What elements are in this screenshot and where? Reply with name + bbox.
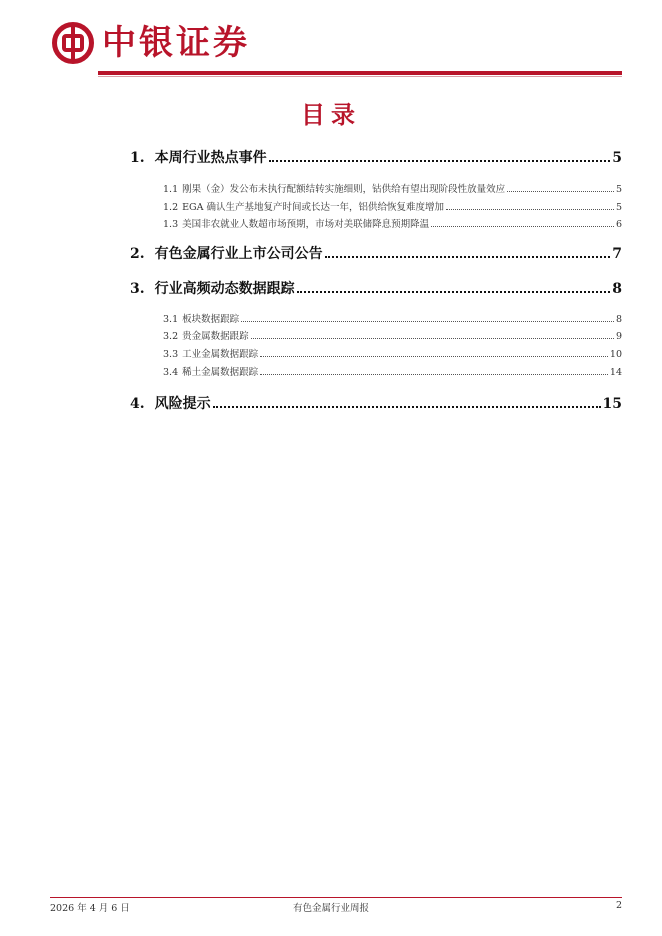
header-divider	[98, 71, 622, 75]
toc-entry-section-2[interactable]	[130, 243, 622, 263]
dot-leader	[241, 319, 614, 322]
toc-entry-1-2[interactable]	[163, 199, 622, 213]
section-page-number: 15	[602, 396, 622, 412]
subsection-page-number: 8	[615, 314, 622, 325]
dot-leader	[260, 354, 608, 357]
subsection-page-number: 9	[615, 331, 622, 342]
dot-leader	[507, 189, 614, 192]
section-label: 本周行业热点事件	[154, 150, 267, 166]
subsection-page-number: 5	[615, 202, 622, 213]
toc-entry-3-2[interactable]	[163, 328, 622, 342]
subsection-page-number: 10	[609, 349, 622, 360]
toc-entry-section-3[interactable]	[130, 278, 622, 298]
page-number: 2	[615, 900, 622, 911]
section-number: 1.	[130, 150, 145, 166]
toc-entry-1-3[interactable]	[163, 216, 622, 230]
subsection-number: 3.4	[163, 367, 179, 378]
section-label: 有色金属行业上市公司公告	[154, 246, 323, 262]
dot-leader	[213, 403, 601, 408]
toc-entry-3-1[interactable]	[163, 311, 622, 325]
section-page-number: 5	[612, 150, 622, 166]
subsection-label: 刚果（金）发公布未执行配额结转实施细则，钴供给有望出现阶段性放量效应	[182, 184, 506, 195]
section-page-number: 7	[612, 246, 622, 262]
subsection-label: 美国非农就业人数超市场预期，市场对美联储降息预期降温	[182, 219, 430, 230]
footer-divider	[50, 897, 622, 898]
section-page-number: 8	[612, 281, 622, 297]
toc-title: 目录	[301, 100, 361, 129]
brand-logo	[52, 22, 250, 64]
subsection-label: 工业金属数据跟踪	[182, 349, 259, 360]
dot-leader	[446, 207, 614, 210]
header-divider-thin	[98, 76, 622, 77]
subsection-page-number: 5	[615, 184, 622, 195]
section-number: 4.	[130, 396, 145, 412]
dot-leader	[251, 336, 614, 339]
dot-leader	[297, 288, 611, 293]
report-title: 有色金属行业周报	[292, 903, 369, 914]
subsection-number: 1.2	[163, 202, 179, 213]
section-label: 风险提示	[154, 396, 211, 412]
toc-entry-section-1[interactable]	[130, 147, 622, 167]
subsection-label: 板块数据跟踪	[182, 314, 240, 325]
page-header	[0, 0, 662, 78]
toc-entry-1-1[interactable]	[163, 181, 622, 195]
subsection-page-number: 14	[609, 367, 622, 378]
subsection-number: 3.2	[163, 331, 179, 342]
dot-leader	[325, 253, 611, 258]
brand-name: 中银证券	[102, 23, 250, 63]
subsection-number: 1.3	[163, 219, 179, 230]
subsection-number: 3.1	[163, 314, 179, 325]
subsection-label: 贵金属数据跟踪	[182, 331, 249, 342]
toc-entry-3-3[interactable]	[163, 346, 622, 360]
dot-leader	[260, 372, 608, 375]
section-label: 行业高频动态数据跟踪	[154, 281, 295, 297]
dot-leader	[431, 224, 614, 227]
section-number: 2.	[130, 246, 145, 262]
subsection-label: 稀土金属数据跟踪	[182, 367, 259, 378]
report-date: 2026 年 4 月 6 日	[50, 903, 130, 914]
subsection-page-number: 6	[615, 219, 622, 230]
toc-entry-section-4[interactable]	[130, 393, 622, 413]
dot-leader	[269, 157, 611, 162]
subsection-label: EGA 确认生产基地复产时间或长达一年，铝供给恢复难度增加	[182, 202, 445, 213]
bank-of-china-logo-icon	[52, 22, 94, 64]
toc-entry-3-4[interactable]	[163, 364, 622, 378]
section-number: 3.	[130, 281, 145, 297]
subsection-number: 1.1	[163, 184, 179, 195]
subsection-number: 3.3	[163, 349, 179, 360]
